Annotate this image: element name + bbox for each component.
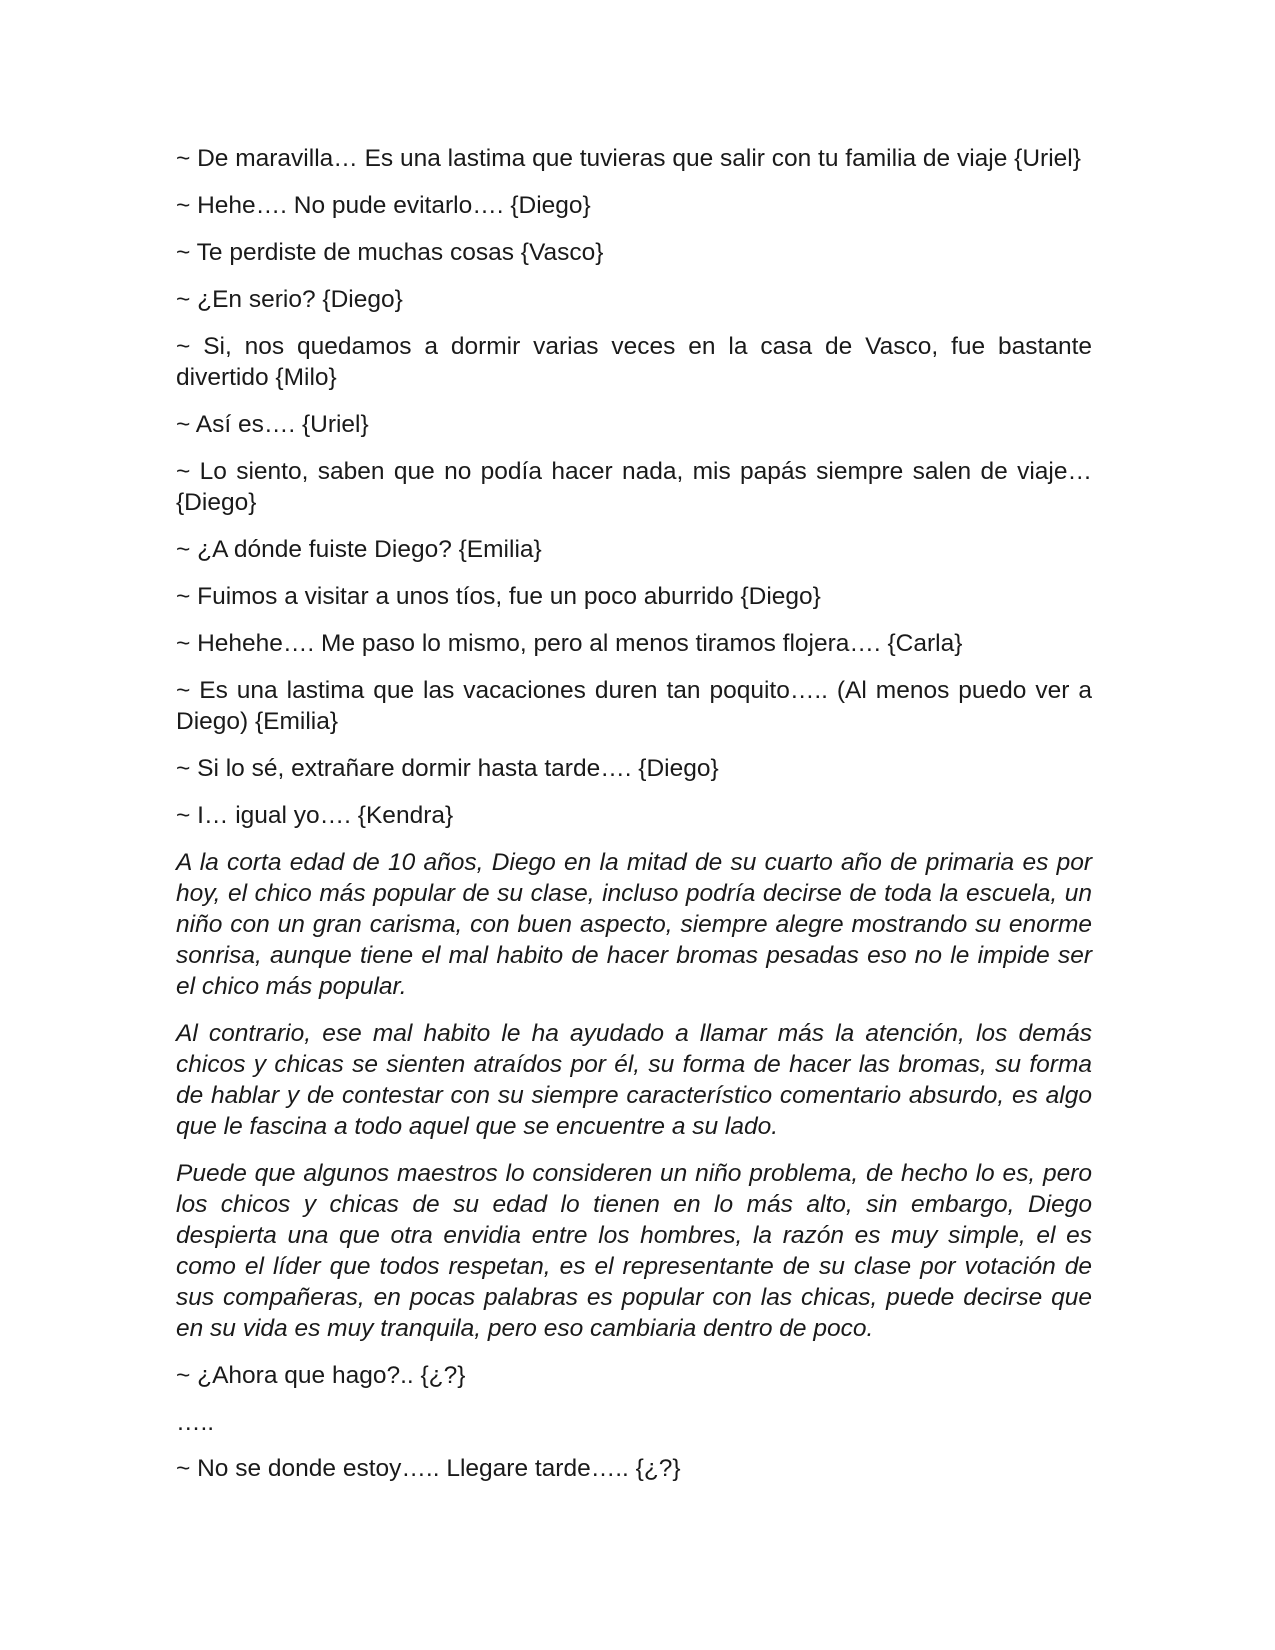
dialogue-line: ~ ¿Ahora que hago?.. {¿?} <box>176 1362 466 1389</box>
dialogue-line: ~ Te perdiste de muchas cosas {Vasco} <box>176 239 604 266</box>
dialogue-line: ~ Si, nos quedamos a dormir varias veces en la casa de Vasco, fue bastante divertido {Milo} <box>176 333 1092 391</box>
narration-paragraph: A la corta edad de 10 años, Diego en la mitad de su cuarto año de primaria es por hoy, el chico más popular de su clase, incluso podría decirse de toda la escuela, un niño con un gran carisma, con buen aspecto, siempre alegre mostrando su enorme sonrisa, aunque tiene el mal habito de hacer bromas pesadas eso no le impide ser el chico más popular. <box>176 849 1092 1000</box>
document-page <box>176 143 1092 1500</box>
ellipsis-break: ….. <box>176 1409 215 1436</box>
dialogue-line: ~ De maravilla… Es una lastima que tuvieras que salir con tu familia de viaje {Uriel} <box>176 145 1081 172</box>
dialogue-line: ~ ¿A dónde fuiste Diego? {Emilia} <box>176 536 542 563</box>
dialogue-line: ~ Hehehe…. Me paso lo mismo, pero al menos tiramos flojera…. {Carla} <box>176 630 963 657</box>
dialogue-line: ~ Así es…. {Uriel} <box>176 411 369 438</box>
dialogue-line: ~ Fuimos a visitar a unos tíos, fue un poco aburrido {Diego} <box>176 583 821 610</box>
dialogue-line: ~ I… igual yo…. {Kendra} <box>176 802 454 829</box>
dialogue-line: ~ ¿En serio? {Diego} <box>176 286 403 313</box>
narration-paragraph: Puede que algunos maestros lo consideren un niño problema, de hecho lo es, pero los chicos y chicas de su edad lo tienen en lo más alto, sin embargo, Diego despierta una que otra envidia entre los hombres, la razón es muy simple, el es como el líder que todos respetan, es el representante de su clase por votación de sus compañeras, en pocas palabras es popular con las chicas, puede decirse que en su vida es muy tranquila, pero eso cambiaria dentro de poco. <box>176 1160 1092 1342</box>
dialogue-line: ~ Lo siento, saben que no podía hacer nada, mis papás siempre salen de viaje… {Diego} <box>176 458 1092 516</box>
dialogue-line: ~ Es una lastima que las vacaciones duren tan poquito….. (Al menos puedo ver a Diego) {Emilia} <box>176 677 1092 735</box>
dialogue-line: ~ No se donde estoy….. Llegare tarde….. {¿?} <box>176 1455 681 1482</box>
dialogue-line: ~ Si lo sé, extrañare dormir hasta tarde…. {Diego} <box>176 755 719 782</box>
narration-paragraph: Al contrario, ese mal habito le ha ayudado a llamar más la atención, los demás chicos y chicas se sienten atraídos por él, su forma de hacer las bromas, su forma de hablar y de contestar con su siempre característico comentario absurdo, es algo que le fascina a todo aquel que se encuentre a su lado. <box>176 1020 1092 1140</box>
dialogue-line: ~ Hehe…. No pude evitarlo…. {Diego} <box>176 192 591 219</box>
